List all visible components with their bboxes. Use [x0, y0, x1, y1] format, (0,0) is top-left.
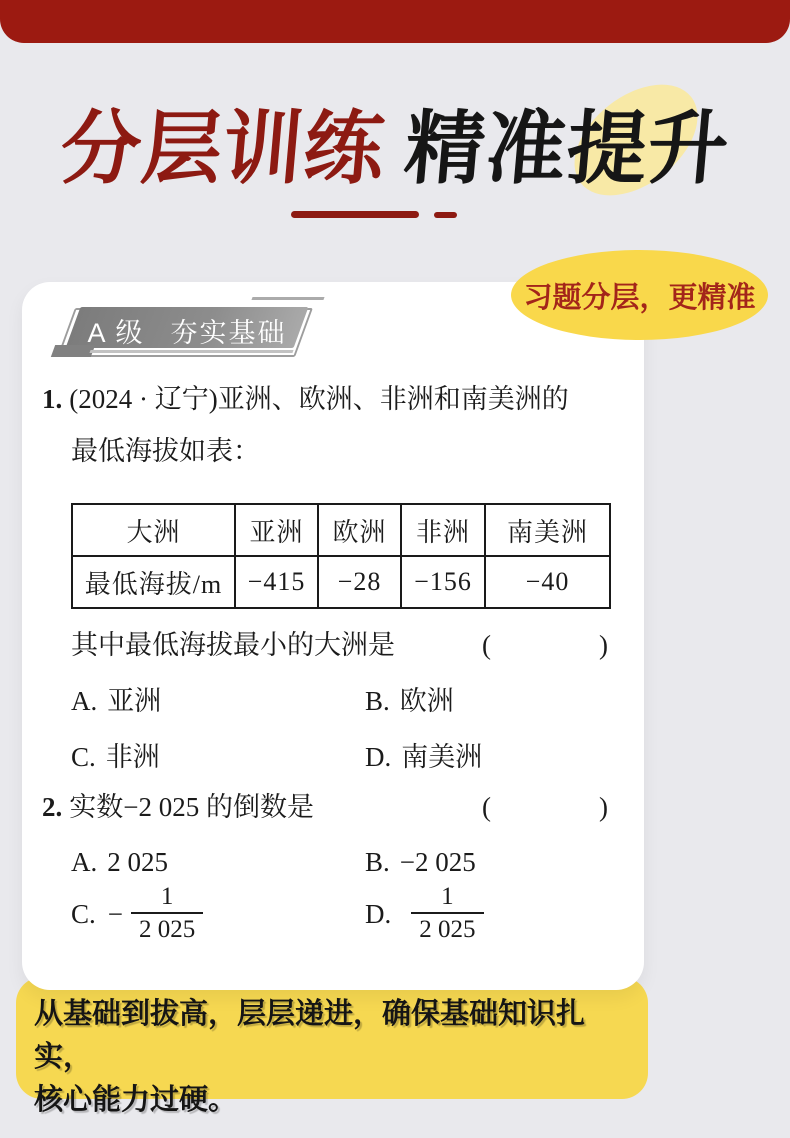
- section-name: 夯实基础: [170, 318, 287, 348]
- worksheet-card: [22, 282, 644, 990]
- q2-answer-paren: ( ): [482, 792, 608, 822]
- table-header-cell: 南美洲: [484, 505, 609, 555]
- q1-answer-paren: ( ): [482, 630, 608, 660]
- page-title: [0, 104, 790, 194]
- q2-option-d: D. $\frac{1}{2 025}$: [365, 882, 484, 945]
- q1-question-text: 其中最低海拔最小的大洲是: [71, 630, 395, 660]
- footer-line2: 核心能力过硬。: [34, 1084, 238, 1116]
- q1-options-row2: [22, 740, 644, 776]
- section-badge-topline: [251, 297, 324, 300]
- q2-option-c: C. − $\frac{1}{2 025}$: [71, 882, 203, 945]
- q2-stem-text: 实数−2 025 的倒数是: [69, 792, 314, 822]
- q2-stem: [42, 790, 314, 824]
- title-underline-short: [434, 212, 457, 218]
- elevation-table: [71, 503, 611, 609]
- q1-options-row1: [22, 684, 644, 720]
- table-data-row: [73, 555, 609, 607]
- table-value-cell: −415: [234, 557, 317, 607]
- table-value-cell: −28: [317, 557, 400, 607]
- table-value-cell: −156: [400, 557, 484, 607]
- page-title-part1: 分层训练: [57, 104, 389, 193]
- q1-stem-text1: (2024 · 辽宁)亚洲、欧洲、非洲和南美洲的: [69, 384, 569, 414]
- q1-number: 1.: [42, 384, 63, 414]
- footer-banner: [16, 977, 648, 1116]
- q1-option-a: A. 亚洲: [71, 686, 162, 716]
- q2-options-row2: [22, 882, 644, 960]
- table-value-cell: −40: [484, 557, 609, 607]
- q2-option-a: A. 2 025: [71, 847, 168, 877]
- q1-option-c: C. 非洲: [71, 742, 160, 772]
- table-header-row: [73, 505, 609, 555]
- promo-badge-text: 习题分层，更精准: [523, 281, 756, 314]
- q2-stem-line: [42, 790, 608, 824]
- page-title-part2: 精准提升: [401, 104, 733, 193]
- table-header-cell: 非洲: [400, 505, 484, 555]
- footer-line1: 从基础到拔高，层层递进，确保基础知识扎实，: [34, 998, 586, 1073]
- q2-number: 2.: [42, 792, 63, 822]
- q1-option-b: B. 欧洲: [365, 686, 454, 716]
- table-header-cell: 欧洲: [317, 505, 400, 555]
- q1-question-line: [71, 628, 608, 662]
- table-row-label: 最低海拔/m: [84, 569, 223, 599]
- q2-option-d-fraction: $\frac{1}{2 025}$: [411, 882, 483, 945]
- section-badge: [80, 311, 294, 350]
- q1-option-d: D. 南美洲: [365, 742, 483, 772]
- promo-badge: [511, 250, 768, 340]
- section-level: A 级: [87, 318, 145, 348]
- q2-option-c-fraction: $\frac{1}{2 025}$: [131, 882, 203, 945]
- q2-option-b: B. −2 025: [365, 847, 476, 877]
- title-underline-long: [291, 211, 419, 218]
- q2-options-row1: [22, 845, 644, 881]
- footer-text: [34, 993, 634, 1122]
- section-badge-bottomline: [89, 350, 293, 353]
- q1-stem-line2: 最低海拔如表：: [71, 436, 260, 466]
- table-header-cell: 大洲: [126, 517, 181, 547]
- q1-stem-line1: [42, 382, 569, 416]
- table-header-cell: 亚洲: [234, 505, 317, 555]
- header-bar: [0, 0, 790, 43]
